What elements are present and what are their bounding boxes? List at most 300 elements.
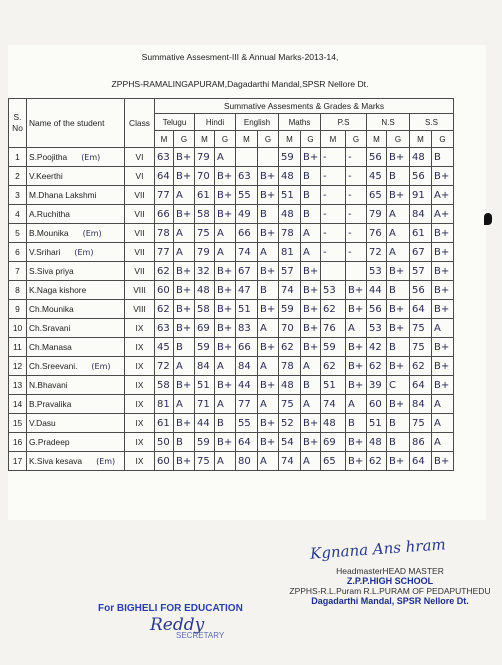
grade-cell: A bbox=[432, 319, 454, 338]
stamp-line-3: ZPPHS-R.L.Puram R.L.PURAM OF PEDAPUTHEDU bbox=[289, 586, 491, 596]
marks-cell: 70 bbox=[279, 319, 301, 338]
marks-cell: 67 bbox=[410, 243, 432, 262]
grade-cell: B bbox=[387, 281, 410, 300]
marks-cell: 74 bbox=[279, 452, 301, 471]
marks-cell: 53 bbox=[367, 319, 387, 338]
grade-cell: B bbox=[258, 281, 279, 300]
marks-cell: 78 bbox=[155, 224, 174, 243]
student-name: Ch.Mounika bbox=[29, 304, 74, 314]
student-name: Ch.Sreevani. bbox=[29, 361, 78, 371]
grade-cell: B+ bbox=[346, 357, 367, 376]
grade-cell: B+ bbox=[301, 414, 321, 433]
grade-cell: B+ bbox=[346, 452, 367, 471]
marks-cell: 49 bbox=[236, 205, 258, 224]
marks-cell: 64 bbox=[410, 452, 432, 471]
student-name-cell bbox=[27, 319, 125, 338]
marks-cell bbox=[236, 148, 258, 167]
student-name-cell bbox=[27, 224, 125, 243]
marks-column-header: M bbox=[236, 131, 258, 148]
marks-cell: 67 bbox=[236, 262, 258, 281]
grade-cell: B+ bbox=[432, 224, 454, 243]
marks-cell: 91 bbox=[410, 186, 432, 205]
marks-cell: 69 bbox=[321, 433, 346, 452]
marks-cell: 74 bbox=[321, 395, 346, 414]
marks-cell: - bbox=[321, 205, 346, 224]
marks-cell: 51 bbox=[321, 376, 346, 395]
student-name-cell bbox=[27, 243, 125, 262]
grade-cell: B+ bbox=[387, 357, 410, 376]
marks-cell: 77 bbox=[155, 186, 174, 205]
grade-cell: B+ bbox=[387, 319, 410, 338]
marks-cell: 51 bbox=[236, 300, 258, 319]
class-cell: VII bbox=[125, 205, 155, 224]
grade-cell: B+ bbox=[346, 376, 367, 395]
grade-column-header: G bbox=[432, 131, 454, 148]
grade-cell: A bbox=[346, 319, 367, 338]
student-name-cell bbox=[27, 414, 125, 433]
subject-header: N.S bbox=[367, 114, 410, 131]
marks-cell: 60 bbox=[155, 452, 174, 471]
marks-cell: 81 bbox=[155, 395, 174, 414]
grade-cell: A bbox=[301, 243, 321, 262]
student-name: S.Siva priya bbox=[29, 266, 74, 276]
marks-cell: 48 bbox=[410, 148, 432, 167]
student-row bbox=[9, 224, 454, 243]
marks-cell: 63 bbox=[155, 319, 174, 338]
marks-cell: 56 bbox=[410, 167, 432, 186]
marks-cell: 45 bbox=[367, 167, 387, 186]
marks-cell: 45 bbox=[155, 338, 174, 357]
grade-cell: B+ bbox=[174, 376, 195, 395]
grade-cell: B+ bbox=[432, 262, 454, 281]
grade-cell: B bbox=[387, 433, 410, 452]
class-cell: VI bbox=[125, 167, 155, 186]
headmaster-signature: Kgnana Ans hram bbox=[309, 535, 447, 563]
medium-note: (Em) bbox=[74, 248, 94, 257]
marks-cell: 57 bbox=[410, 262, 432, 281]
marks-cell: 59 bbox=[321, 338, 346, 357]
marks-cell: 69 bbox=[195, 319, 215, 338]
grade-cell: B+ bbox=[387, 452, 410, 471]
grade-cell: A bbox=[301, 452, 321, 471]
marks-cell: 78 bbox=[279, 224, 301, 243]
marks-cell: 84 bbox=[236, 357, 258, 376]
grade-cell: A bbox=[387, 205, 410, 224]
marks-cell: 39 bbox=[367, 376, 387, 395]
grade-cell: B+ bbox=[432, 357, 454, 376]
grade-cell: B bbox=[301, 186, 321, 205]
marks-cell: 55 bbox=[236, 414, 258, 433]
marks-cell: 78 bbox=[279, 357, 301, 376]
grade-cell: A bbox=[258, 319, 279, 338]
serial-number: 8 bbox=[9, 281, 27, 300]
grade-cell: B+ bbox=[301, 319, 321, 338]
class-header: Class bbox=[125, 99, 155, 148]
marks-cell: 72 bbox=[155, 357, 174, 376]
grade-cell: B+ bbox=[215, 262, 236, 281]
grade-cell: B+ bbox=[258, 262, 279, 281]
student-name-cell bbox=[27, 338, 125, 357]
grade-cell: A bbox=[258, 243, 279, 262]
marks-cell: 62 bbox=[410, 357, 432, 376]
marks-cell: 62 bbox=[321, 300, 346, 319]
marks-cell: 53 bbox=[367, 262, 387, 281]
marks-cell: 66 bbox=[236, 338, 258, 357]
marks-cell: 50 bbox=[155, 433, 174, 452]
marks-cell: 86 bbox=[410, 433, 432, 452]
grade-cell: B bbox=[387, 414, 410, 433]
grade-cell: B+ bbox=[215, 376, 236, 395]
serial-number: 17 bbox=[9, 452, 27, 471]
marks-cell: 74 bbox=[279, 281, 301, 300]
marks-cell: 79 bbox=[195, 148, 215, 167]
student-name: V.Srihari bbox=[29, 247, 61, 257]
grade-cell: A bbox=[215, 452, 236, 471]
grade-cell: B+ bbox=[387, 395, 410, 414]
marks-cell: 79 bbox=[367, 205, 387, 224]
marks-cell: 74 bbox=[236, 243, 258, 262]
grade-cell: B+ bbox=[387, 262, 410, 281]
serial-number: 4 bbox=[9, 205, 27, 224]
grade-cell: - bbox=[346, 186, 367, 205]
serial-number: 15 bbox=[9, 414, 27, 433]
marks-cell: 80 bbox=[236, 452, 258, 471]
medium-note: (Em) bbox=[81, 153, 101, 162]
marks-cell: 62 bbox=[155, 300, 174, 319]
marks-cell: 72 bbox=[367, 243, 387, 262]
marks-cell: 62 bbox=[367, 452, 387, 471]
grade-cell: B+ bbox=[258, 167, 279, 186]
student-row bbox=[9, 433, 454, 452]
serial-number: 9 bbox=[9, 300, 27, 319]
grade-cell: B+ bbox=[174, 148, 195, 167]
student-name-cell bbox=[27, 376, 125, 395]
marks-cell: 70 bbox=[195, 167, 215, 186]
subject-header: Maths bbox=[279, 114, 321, 131]
marks-cell: 79 bbox=[195, 243, 215, 262]
grade-cell: B+ bbox=[215, 205, 236, 224]
marks-cell: 62 bbox=[155, 262, 174, 281]
student-row bbox=[9, 281, 454, 300]
grade-cell: - bbox=[346, 224, 367, 243]
serial-number: 2 bbox=[9, 167, 27, 186]
marks-cell: 77 bbox=[155, 243, 174, 262]
marks-cell: 63 bbox=[236, 167, 258, 186]
student-name-cell bbox=[27, 452, 125, 471]
marks-cell: 75 bbox=[195, 452, 215, 471]
subject-header: Telugu bbox=[155, 114, 195, 131]
stamp-line-1: HeadmasterHEAD MASTER bbox=[336, 566, 444, 576]
grade-cell: B+ bbox=[215, 186, 236, 205]
marks-cell: 44 bbox=[236, 376, 258, 395]
marks-cell: 76 bbox=[321, 319, 346, 338]
marks-column-header: M bbox=[410, 131, 432, 148]
grade-cell: B+ bbox=[301, 262, 321, 281]
grade-column-header: G bbox=[258, 131, 279, 148]
marks-cell: 61 bbox=[410, 224, 432, 243]
marks-cell: 48 bbox=[279, 376, 301, 395]
grade-cell: B+ bbox=[432, 376, 454, 395]
student-row bbox=[9, 357, 454, 376]
marks-cell: 62 bbox=[279, 338, 301, 357]
marks-cell: 54 bbox=[279, 433, 301, 452]
class-cell: VII bbox=[125, 262, 155, 281]
grade-cell: A bbox=[174, 186, 195, 205]
grade-cell: B+ bbox=[346, 281, 367, 300]
stamp-line-4: Dagadarthi Mandal, SPSR Nellore Dt. bbox=[311, 596, 469, 606]
class-cell: IX bbox=[125, 395, 155, 414]
grade-cell: B bbox=[215, 414, 236, 433]
scan-mark bbox=[484, 213, 492, 225]
marks-cell: 61 bbox=[155, 414, 174, 433]
grade-cell: B bbox=[301, 376, 321, 395]
serial-number: 16 bbox=[9, 433, 27, 452]
marks-column-header: M bbox=[367, 131, 387, 148]
student-name: A.Ruchitha bbox=[29, 209, 70, 219]
grade-cell: B+ bbox=[174, 167, 195, 186]
grade-cell: A bbox=[346, 395, 367, 414]
student-name: N.Bhavani bbox=[29, 380, 68, 390]
marks-cell: 55 bbox=[236, 186, 258, 205]
marks-cell: - bbox=[321, 148, 346, 167]
grade-cell: A bbox=[215, 224, 236, 243]
marks-cell: 61 bbox=[195, 186, 215, 205]
serial-number: 12 bbox=[9, 357, 27, 376]
serial-number: 5 bbox=[9, 224, 27, 243]
grade-cell: B+ bbox=[258, 338, 279, 357]
student-row bbox=[9, 338, 454, 357]
headmaster-stamp bbox=[280, 566, 500, 606]
grade-cell: A bbox=[215, 357, 236, 376]
grade-cell bbox=[258, 148, 279, 167]
student-row bbox=[9, 262, 454, 281]
class-cell: VII bbox=[125, 224, 155, 243]
student-name: V.Dasu bbox=[29, 418, 56, 428]
serial-number: 3 bbox=[9, 186, 27, 205]
grade-cell: A+ bbox=[432, 205, 454, 224]
grade-cell: B bbox=[301, 167, 321, 186]
marks-cell: 58 bbox=[155, 376, 174, 395]
marks-cell: 51 bbox=[195, 376, 215, 395]
subject-header: P.S bbox=[321, 114, 367, 131]
subject-header: S.S bbox=[410, 114, 454, 131]
grade-column-header: G bbox=[387, 131, 410, 148]
grade-cell: B+ bbox=[258, 224, 279, 243]
grade-cell: B bbox=[387, 167, 410, 186]
serial-number: 10 bbox=[9, 319, 27, 338]
grade-column-header: G bbox=[346, 131, 367, 148]
grade-column-header: G bbox=[301, 131, 321, 148]
grade-cell: A bbox=[174, 243, 195, 262]
medium-note: (Em) bbox=[91, 362, 111, 371]
marks-cell: 75 bbox=[410, 338, 432, 357]
marks-cell: 76 bbox=[367, 224, 387, 243]
student-row bbox=[9, 414, 454, 433]
grade-cell: B+ bbox=[346, 338, 367, 357]
marks-cell: 44 bbox=[195, 414, 215, 433]
marks-cell: 59 bbox=[195, 433, 215, 452]
student-name: V.Keerthi bbox=[29, 171, 63, 181]
class-cell: IX bbox=[125, 338, 155, 357]
grade-cell bbox=[346, 262, 367, 281]
grade-cell: B+ bbox=[174, 262, 195, 281]
serial-number: 6 bbox=[9, 243, 27, 262]
student-row bbox=[9, 395, 454, 414]
marks-cell: 60 bbox=[155, 281, 174, 300]
grade-cell: B+ bbox=[301, 300, 321, 319]
grade-cell: B+ bbox=[174, 414, 195, 433]
grade-cell: - bbox=[346, 205, 367, 224]
marks-cell: 59 bbox=[195, 338, 215, 357]
student-name-cell bbox=[27, 300, 125, 319]
student-name-cell bbox=[27, 205, 125, 224]
grade-cell: B+ bbox=[432, 300, 454, 319]
grade-cell: A bbox=[174, 357, 195, 376]
class-cell: VI bbox=[125, 148, 155, 167]
marks-cell: 64 bbox=[236, 433, 258, 452]
secretary-org: For BIGHELI FOR EDUCATION bbox=[98, 603, 243, 614]
marks-cell: 75 bbox=[279, 395, 301, 414]
grade-cell: B+ bbox=[432, 167, 454, 186]
grade-cell: A bbox=[301, 357, 321, 376]
student-name: M.Dhana Lakshmi bbox=[29, 190, 97, 200]
serial-number: 1 bbox=[9, 148, 27, 167]
marks-cell: 71 bbox=[195, 395, 215, 414]
grade-cell: B+ bbox=[215, 281, 236, 300]
marks-cell: 75 bbox=[195, 224, 215, 243]
student-name-cell bbox=[27, 148, 125, 167]
grade-cell: B+ bbox=[258, 414, 279, 433]
subject-header: Hindi bbox=[195, 114, 236, 131]
grade-cell: B bbox=[301, 205, 321, 224]
marks-cell: 83 bbox=[236, 319, 258, 338]
marks-cell: 56 bbox=[410, 281, 432, 300]
marks-column-header: M bbox=[321, 131, 346, 148]
marks-cell: 48 bbox=[321, 414, 346, 433]
marks-cell: 53 bbox=[321, 281, 346, 300]
student-row bbox=[9, 300, 454, 319]
grade-cell: A bbox=[215, 243, 236, 262]
medium-note: (Em) bbox=[82, 229, 102, 238]
grade-cell: B+ bbox=[258, 376, 279, 395]
grade-cell: B bbox=[346, 414, 367, 433]
student-row bbox=[9, 376, 454, 395]
student-name: Ch.Sravani bbox=[29, 323, 71, 333]
marks-cell: 51 bbox=[279, 186, 301, 205]
student-name: B.Pravalika bbox=[29, 399, 72, 409]
grade-cell: B+ bbox=[258, 433, 279, 452]
grade-cell: - bbox=[346, 148, 367, 167]
marks-cell: 75 bbox=[410, 414, 432, 433]
class-cell: IX bbox=[125, 414, 155, 433]
marks-cell: - bbox=[321, 167, 346, 186]
student-name: K.Naga kishore bbox=[29, 285, 87, 295]
marks-cell: 77 bbox=[236, 395, 258, 414]
grade-cell: A bbox=[301, 224, 321, 243]
marks-column-header: M bbox=[155, 131, 174, 148]
grade-cell: A bbox=[387, 243, 410, 262]
marks-cell: 59 bbox=[279, 300, 301, 319]
student-name: G.Pradeep bbox=[29, 437, 70, 447]
marks-cell: - bbox=[321, 243, 346, 262]
student-row bbox=[9, 167, 454, 186]
marks-cell: 48 bbox=[195, 281, 215, 300]
class-cell: VII bbox=[125, 243, 155, 262]
student-name-cell bbox=[27, 433, 125, 452]
grade-cell: B+ bbox=[301, 338, 321, 357]
grade-column-header: G bbox=[174, 131, 195, 148]
grade-cell: B+ bbox=[346, 433, 367, 452]
marks-cell: 56 bbox=[367, 300, 387, 319]
grade-cell: B+ bbox=[387, 186, 410, 205]
grade-cell: A bbox=[258, 357, 279, 376]
student-name-cell bbox=[27, 167, 125, 186]
marks-cell: 58 bbox=[195, 300, 215, 319]
student-name-cell bbox=[27, 395, 125, 414]
grade-cell: B+ bbox=[215, 338, 236, 357]
student-name-cell bbox=[27, 357, 125, 376]
class-cell: VIII bbox=[125, 281, 155, 300]
grade-cell: A bbox=[174, 395, 195, 414]
marks-cell: 58 bbox=[195, 205, 215, 224]
grade-cell: B+ bbox=[432, 452, 454, 471]
marks-cell: 65 bbox=[367, 186, 387, 205]
student-name-cell bbox=[27, 262, 125, 281]
grade-cell: B bbox=[174, 338, 195, 357]
grade-cell: A bbox=[258, 395, 279, 414]
student-rows bbox=[9, 148, 454, 471]
marks-cell bbox=[321, 262, 346, 281]
grade-cell: B+ bbox=[258, 186, 279, 205]
marks-cell: 63 bbox=[155, 148, 174, 167]
medium-note: (Em) bbox=[96, 457, 116, 466]
class-cell: VII bbox=[125, 186, 155, 205]
marks-column-header: M bbox=[279, 131, 301, 148]
marks-group-header: Summative Assesments & Grades & Marks bbox=[155, 99, 454, 114]
marks-cell: 47 bbox=[236, 281, 258, 300]
marks-cell: 62 bbox=[321, 357, 346, 376]
class-cell: IX bbox=[125, 433, 155, 452]
serial-number: 11 bbox=[9, 338, 27, 357]
stamp-line-2: Z.P.P.HIGH SCHOOL bbox=[346, 576, 434, 586]
marks-cell: 65 bbox=[321, 452, 346, 471]
student-row bbox=[9, 186, 454, 205]
grade-cell: B+ bbox=[432, 338, 454, 357]
grade-cell: C bbox=[387, 376, 410, 395]
subject-header: English bbox=[236, 114, 279, 131]
student-name-cell bbox=[27, 281, 125, 300]
student-name-cell bbox=[27, 186, 125, 205]
marks-cell: - bbox=[321, 186, 346, 205]
student-row bbox=[9, 148, 454, 167]
grade-cell: B+ bbox=[301, 433, 321, 452]
student-row bbox=[9, 205, 454, 224]
grade-cell: B+ bbox=[387, 148, 410, 167]
grade-cell: B+ bbox=[215, 319, 236, 338]
serial-number: 7 bbox=[9, 262, 27, 281]
document-title: Summative Assesment-III & Annual Marks-2013-14, bbox=[141, 52, 339, 62]
marks-cell: 56 bbox=[367, 148, 387, 167]
class-cell: IX bbox=[125, 376, 155, 395]
class-cell: VIII bbox=[125, 300, 155, 319]
marks-cell: 66 bbox=[155, 205, 174, 224]
student-row bbox=[9, 452, 454, 471]
grade-cell: B+ bbox=[174, 452, 195, 471]
marks-cell: 48 bbox=[279, 167, 301, 186]
grade-cell: B+ bbox=[387, 300, 410, 319]
marks-cell: 84 bbox=[410, 395, 432, 414]
grade-cell: B+ bbox=[174, 205, 195, 224]
